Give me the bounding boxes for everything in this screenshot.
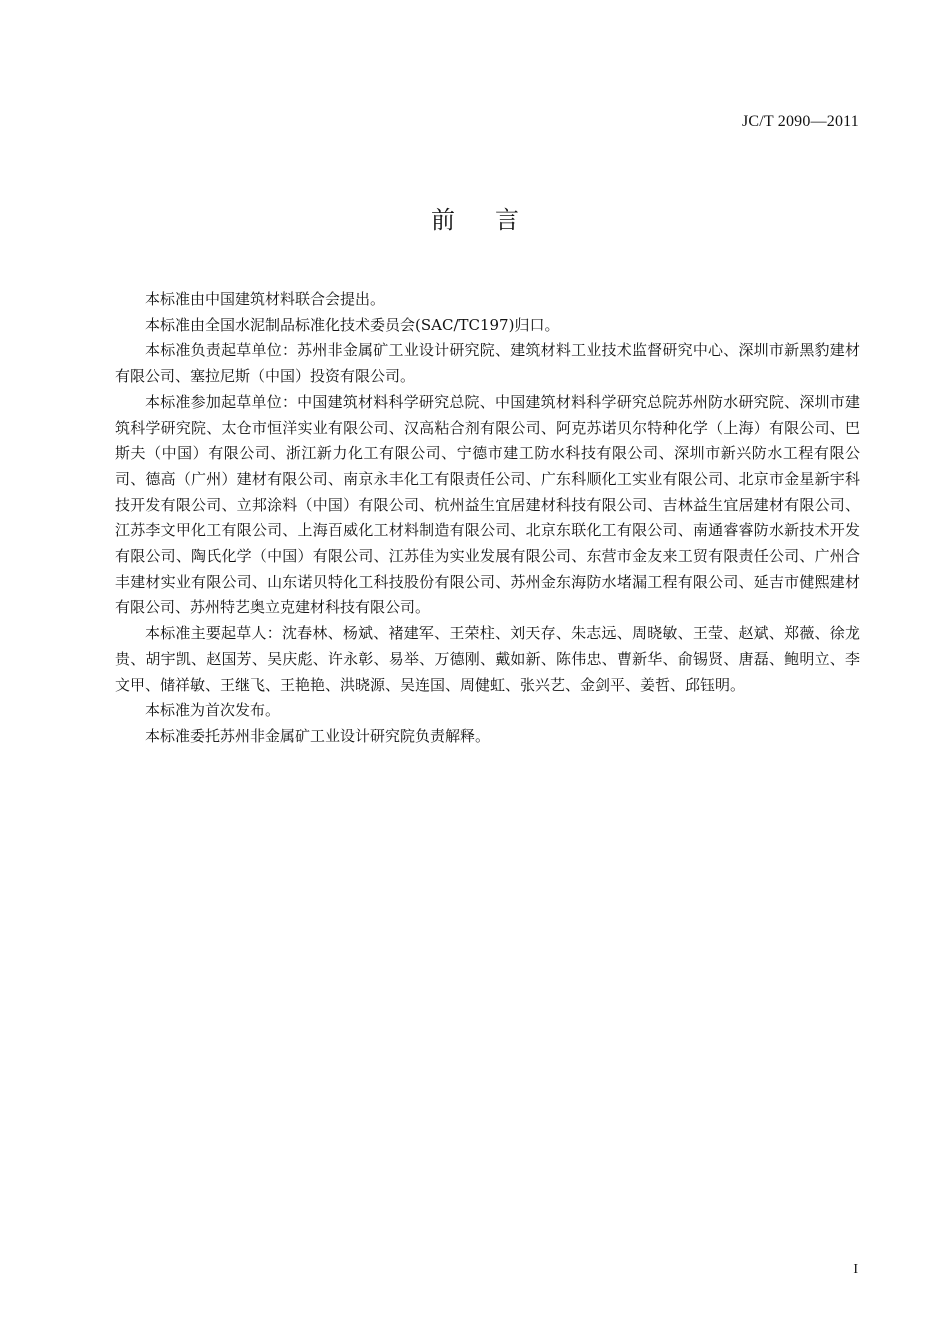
page-title: 前言 — [431, 206, 559, 234]
document-code: JC/T 2090—2011 — [741, 113, 859, 130]
paragraph-administrator: 本标准由全国水泥制品标准化技术委员会(SAC/TC197)归口。 — [145, 315, 560, 334]
page-number: I — [853, 1262, 858, 1277]
paragraph-first-release: 本标准为首次发布。 — [145, 701, 281, 720]
paragraph-participating-units: 本标准参加起草单位：中国建筑材料科学研究总院、中国建筑材料科学研究总院苏州防水研究院、深圳市建筑科学研究院、太仓市恒洋实业有限公司、汉高粘合剂有限公司、阿克苏诺贝尔特种化学（上海）有限公司、巴斯夫（中国）有限公司、浙江新力化工有限公司、宁德市建工防水科技有限公司、深圳市新兴防水工程有限公司、德高（广州）建材有限公司、南京永丰化工有限责任公司、广东科顺化工实业有限公司、北京市金星新宇科技开发有限公司、立邦涂料（中国）有限公司、杭州益生宜居建材科技有限公司、吉林益生宜居建材有限公司、江苏李文甲化工有限公司、上海百威化工材料制造有限公司、北京东联化工有限公司、南通睿睿防水新技术开发有限公司、陶氏化学（中国）有限公司、江苏佳为实业发展有限公司、东营市金友来工贸有限责任公司、广州合丰建材实业有限公司、山东诺贝特化工科技股份有限公司、苏州金东海防水堵漏工程有限公司、延吉市健熙建材有限公司、苏州特艺奥立克建材科技有限公司。 — [115, 392, 860, 617]
foreword-body — [115, 287, 860, 750]
paragraph-proposer: 本标准由中国建筑材料联合会提出。 — [145, 290, 386, 308]
paragraph-interpretation: 本标准委托苏州非金属矿工业设计研究院负责解释。 — [145, 726, 491, 745]
paragraph-drafters: 本标准主要起草人：沈春林、杨斌、褚建军、王荣柱、刘天存、朱志远、周晓敏、王莹、赵斌、郑薇、徐龙贵、胡宇凯、赵国芳、吴庆彪、许永彰、易举、万德刚、戴如新、陈伟忠、曹新华、俞锡贤、唐磊、鲍明立、李文甲、储祥敏、王继飞、王艳艳、洪晓源、吴连国、周健虹、张兴艺、金剑平、姜哲、邱钰明。 — [115, 624, 860, 694]
paragraph-main-drafting-units: 本标准负责起草单位：苏州非金属矿工业设计研究院、建筑材料工业技术监督研究中心、深圳市新黑豹建材有限公司、塞拉尼斯（中国）投资有限公司。 — [115, 341, 860, 386]
